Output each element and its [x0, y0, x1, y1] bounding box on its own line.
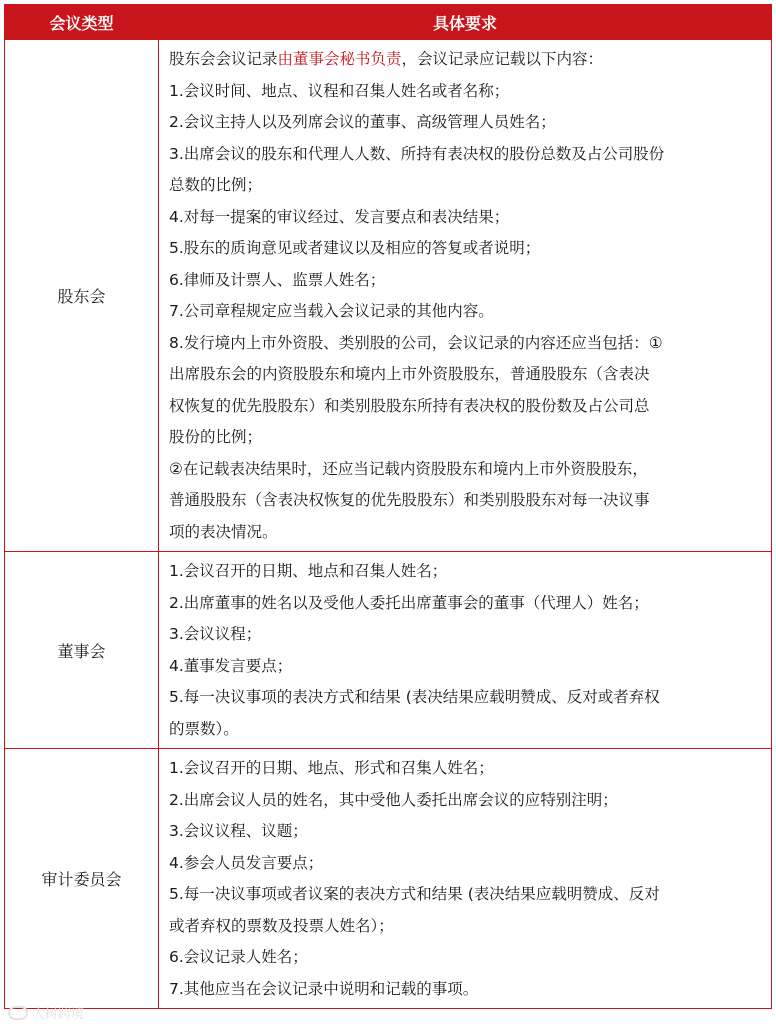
intro-text-end: ，会议记录应记载以下内容：	[401, 50, 604, 68]
type-cell: 董事会	[5, 552, 159, 749]
list-item: 1.会议召开的日期、地点和召集人姓名；	[169, 562, 448, 580]
list-item: 出席股东会的内资股股东和境内上市外资股股东，普通股股东（含表决	[169, 365, 650, 383]
row-audit-committee	[5, 749, 772, 1009]
header-row	[5, 5, 772, 40]
list-item: 的票数）。	[169, 719, 239, 738]
list-item: 4.董事发言要点；	[169, 656, 293, 675]
list-item: ②在记载表决结果时，还应当记载内资股股东和境内上市外资股股东，	[169, 459, 648, 478]
requirements-cell	[159, 552, 772, 749]
list-item: 7.公司章程规定应当载入会议记录的其他内容。	[169, 302, 494, 320]
requirements-cell	[159, 749, 772, 1009]
list-item: 6.会议记录人姓名；	[169, 948, 308, 966]
list-item: 1.会议时间、地点、议程和召集人姓名或者名称；	[169, 81, 510, 100]
intro-line	[169, 44, 761, 76]
list-item: 3.出席会议的股东和代理人人数、所持有表决权的股份总数及占公司股份	[169, 144, 665, 163]
list-item: 股份的比例；	[169, 428, 263, 446]
row-shareholders	[5, 40, 772, 552]
list-item: 8.发行境内上市外资股、类别股的公司，会议记录的内容还应当包括：①	[169, 333, 663, 352]
requirements-cell	[159, 40, 772, 552]
requirements-table	[4, 4, 772, 1009]
type-cell: 股东会	[5, 40, 159, 552]
list-item: 6.律师及计票人、监票人姓名；	[169, 270, 386, 289]
list-item: 1.会议召开的日期、地点、形式和召集人姓名；	[169, 759, 494, 777]
list-item: 4.参会人员发言要点；	[169, 853, 324, 872]
watermark-text: 大树跨境	[32, 1007, 85, 1022]
list-item: 2.出席会议人员的姓名，其中受他人委托出席会议的应特别注明；	[169, 790, 618, 809]
list-item: 或者弃权的票数及投票人姓名）；	[169, 916, 394, 935]
list-item: 7.其他应当在会议记录中说明和记载的事项。	[169, 979, 479, 998]
list-item: 5.股东的质询意见或者建议以及相应的答复或者说明；	[169, 239, 541, 257]
list-item: 3.会议议程；	[169, 625, 262, 643]
watermark	[8, 1003, 84, 1022]
list-item: 5.每一决议事项或者议案的表决方式和结果 (表决结果应载明赞成、反对	[169, 885, 660, 903]
list-item: 4.对每一提案的审议经过、发言要点和表决结果；	[169, 207, 510, 226]
list-item: 3.会议议程、议题；	[169, 822, 308, 840]
list-item: 2.出席董事的姓名以及受他人委托出席董事会的董事（代理人）姓名；	[169, 593, 649, 612]
watermark-logo-icon	[8, 1006, 28, 1020]
header-requirements: 具体要求	[159, 5, 772, 40]
header-meeting-type: 会议类型	[5, 5, 159, 40]
list-item: 2.会议主持人以及列席会议的董事、高级管理人员姓名；	[169, 113, 556, 131]
list-item: 权恢复的优先股股东）和类别股股东所持有表决权的股份数及占公司总	[169, 396, 650, 415]
list-item: 总数的比例；	[169, 176, 263, 194]
highlight-text: 由董事会秘书负责	[277, 50, 402, 68]
list-item: 普通股股东（含表决权恢复的优先股股东）和类别股股东对每一决议事	[169, 491, 650, 509]
type-cell: 审计委员会	[5, 749, 159, 1009]
list-item: 5.每一决议事项的表决方式和结果 (表决结果应载明赞成、反对或者弃权	[169, 688, 660, 706]
row-board	[5, 552, 772, 749]
intro-text: 股东会会议记录	[169, 50, 278, 68]
list-item: 项的表决情况。	[169, 522, 278, 541]
